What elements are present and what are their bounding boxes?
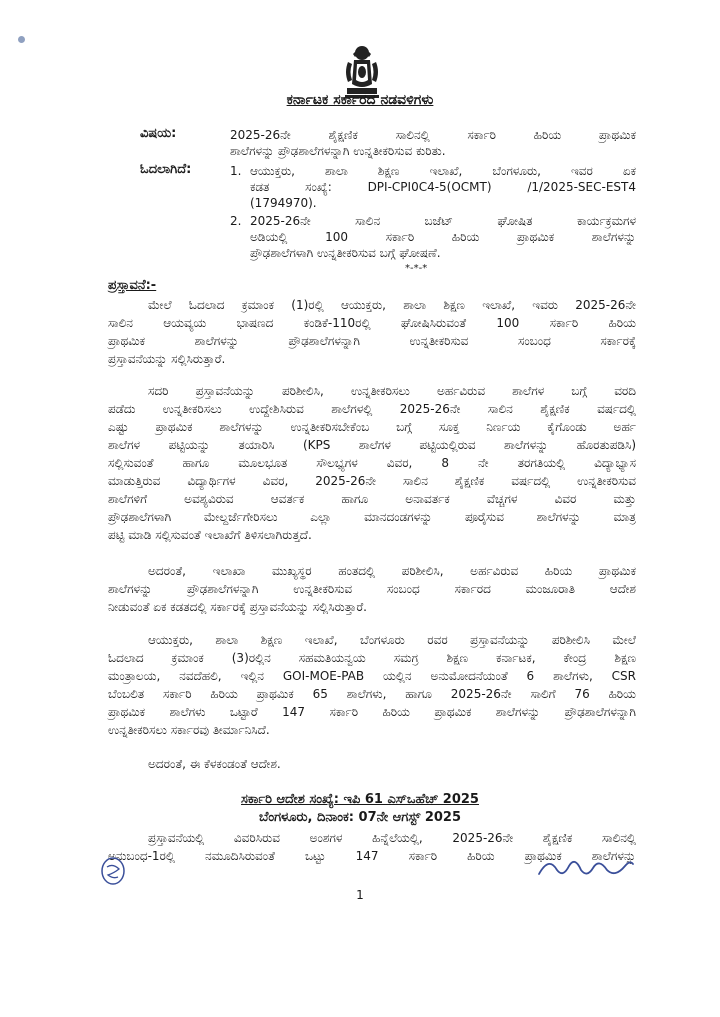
reference-line: ಆಯುಕ್ತರು, ಶಾಲಾ ಶಿಕ್ಷಣ ಇಲಾಖೆ, ಬೆಂಗಳೂರು, ಇವರ ಏಕ	[250, 164, 636, 178]
paragraph-line: ಅದರಂತೆ, ಈ ಕೆಳಕಂಡಂತೆ ಆದೇಶ.	[148, 757, 281, 771]
paragraph-line: ಪ್ರಸ್ತಾವನೆಯನ್ನು ಸಲ್ಲಿಸಿರುತ್ತಾರೆ.	[108, 352, 226, 366]
paragraph-line: ಓದಲಾದ ಕ್ರಮಾಂಕ (3)ರಲ್ಲಿನ ಸಹಮತಿಯನ್ವಯ ಸಮಗ್ರ ಶಿಕ್ಷಣ ಕರ್ನಾಟಕ, ಕೇಂದ್ರ ಶಿಕ್ಷಣ	[108, 651, 636, 665]
paragraph-line: ಮಂತ್ರಾಲಯ, ನವದೆಹಲಿ, ಇಲ್ಲಿನ GOI-MOE-PAB ಯಲ್ಲಿನ ಅನುಮೋದನೆಯಂತೆ 6 ಶಾಲೆಗಳು, CSR	[108, 669, 636, 683]
paragraph-line: ಉನ್ನತೀಕರಿಸಲು ಸರ್ಕಾರವು ತೀರ್ಮಾನಿಸಿದೆ.	[108, 723, 270, 737]
subject-line: ಶಾಲೆಗಳನ್ನು ಪ್ರೌಢಶಾಲೆಗಳನ್ನಾಗಿ ಉನ್ನತೀಕರಿಸುವ ಕುರಿತು.	[230, 144, 446, 158]
paragraph-line: ಪಟ್ಟಿ ಮಾಡಿ ಸಲ್ಲಿಸುವಂತೆ ಇಲಾಖೆಗೆ ತಿಳಿಸಲಾಗಿರುತ್ತದೆ.	[108, 528, 312, 542]
paragraph-line: ಅದರಂತೆ, ಇಲಾಖಾ ಮುಖ್ಯಸ್ಥರ ಹಂತದಲ್ಲಿ ಪರಿಶೀಲಿಸಿ, ಅರ್ಹವಿರುವ ಹಿರಿಯ ಪ್ರಾಥಮಿಕ	[148, 564, 636, 578]
reference-line: (1794970).	[250, 196, 317, 210]
paragraph-line: ಆಯುಕ್ತರು, ಶಾಲಾ ಶಿಕ್ಷಣ ಇಲಾಖೆ, ಬೆಂಗಳೂರು ರವರ ಪ್ರಸ್ತಾವನೆಯನ್ನು ಪರಿಶೀಲಿಸಿ ಮೇಲೆ	[148, 633, 636, 647]
page-number: 1	[356, 888, 364, 902]
signature-icon	[535, 848, 635, 882]
paragraph-line: ಸಾಲಿನ ಆಯವ್ಯಯ ಭಾಷಣದ ಕಂಡಿಕೆ-110ರಲ್ಲಿ ಘೋಷಿಸಿರುವಂತೆ 100 ಸರ್ಕಾರಿ ಹಿರಿಯ	[108, 316, 636, 330]
reference-line: 2025-26ನೇ ಸಾಲಿನ ಬಜೆಟ್ ಘೋಷಿತ ಕಾರ್ಯಕ್ರಮಗಳ	[250, 214, 636, 228]
order-number: ಸರ್ಕಾರಿ ಆದೇಶ ಸಂಖ್ಯೆ: ಇಪಿ 61 ಎಸ್‌ಒಹೆಚ್ 2025	[241, 792, 479, 807]
government-header-title: ಕರ್ನಾಟಕ ಸರ್ಕಾರದ ನಡವಳಿಗಳು	[286, 92, 434, 108]
paragraph-line: ಮಾಡುತ್ತಿರುವ ವಿದ್ಯಾರ್ಥಿಗಳ ವಿವರ, 2025-26ನೇ ಸಾಲಿನ ಶೈಕ್ಷಣಿಕ ವರ್ಷದಲ್ಲಿ ಉನ್ನತೀಕರಿಸುವ	[108, 474, 636, 488]
paragraph-line: ಬೆಂಬಲಿತ ಸರ್ಕಾರಿ ಹಿರಿಯ ಪ್ರಾಥಮಿಕ 65 ಶಾಲೆಗಳು, ಹಾಗೂ 2025-26ನೇ ಸಾಲಿಗೆ 76 ಹಿರಿಯ	[108, 687, 636, 701]
paragraph-line: ನೀಡುವಂತೆ ಏಕ ಕಡತದಲ್ಲಿ ಸರ್ಕಾರಕ್ಕೆ ಪ್ರಸ್ತಾವನೆಯನ್ನು ಸಲ್ಲಿಸಿರುತ್ತಾರೆ.	[108, 600, 368, 614]
reference-number: 2.	[230, 214, 242, 228]
order-place-date: ಬೆಂಗಳೂರು, ದಿನಾಂಕ: 07ನೇ ಆಗಸ್ಟ್ 2025	[258, 810, 462, 825]
paragraph-line: ಪ್ರೌಢಶಾಲೆಗಳಾಗಿ ಮೇಲ್ದರ್ಜೆಗೇರಿಸಲು ಎಲ್ಲಾ ಮಾನದಂಡಗಳನ್ನು ಪೂರೈಸುವ ಶಾಲೆಗಳನ್ನು ಮಾತ್ರ	[108, 510, 636, 524]
separator-stars: *-*-*	[405, 263, 428, 274]
paragraph-line: ಪಡೆದು ಉನ್ನತೀಕರಿಸಲು ಉದ್ದೇಶಿಸಿರುವ ಶಾಲೆಗಳಲ್ಲಿ 2025-26ನೇ ಸಾಲಿನ ಶೈಕ್ಷಣಿಕ ವರ್ಷದಲ್ಲಿ	[108, 402, 636, 416]
subject-line: 2025-26ನೇ ಶೈಕ್ಷಣಿಕ ಸಾಲಿನಲ್ಲಿ ಸರ್ಕಾರಿ ಹಿರಿಯ ಪ್ರಾಥಮಿಕ	[230, 128, 636, 142]
paragraph-line: ಸಲ್ಲಿಸುವಂತೆ ಹಾಗೂ ಮೂಲಭೂತ ಸೌಲಭ್ಯಗಳ ವಿವರ, 8 ನೇ ತರಗತಿಯಲ್ಲಿ ವಿದ್ಯಾಭ್ಯಾಸ	[108, 456, 636, 470]
stamp-mark-icon	[98, 855, 128, 887]
paragraph-line: ಪ್ರಾಥಮಿಕ ಶಾಲೆಗಳು ಒಟ್ಟಾರೆ 147 ಸರ್ಕಾರಿ ಹಿರಿಯ ಪ್ರಾಥಮಿಕ ಶಾಲೆಗಳನ್ನು ಪ್ರೌಢಶಾಲೆಗಳನ್ನಾಗಿ	[108, 705, 636, 719]
corner-dot	[18, 36, 25, 43]
reference-line: ಕಡತ ಸಂಖ್ಯೆ: DPI-CPI0C4-5(OCMT) /1/2025-SEC-EST4	[250, 180, 636, 194]
references-label: ಓದಲಾಗಿದೆ:	[140, 162, 192, 177]
reference-line: ಪ್ರೌಢಶಾಲೆಗಳಾಗಿ ಉನ್ನತೀಕರಿಸುವ ಬಗ್ಗೆ ಘೋಷಣೆ.	[250, 246, 441, 260]
paragraph-line: ಶಾಲೆಗಳ ಪಟ್ಟಿಯನ್ನು ತಯಾರಿಸಿ (KPS ಶಾಲೆಗಳ ಪಟ್ಟಿಯಲ್ಲಿರುವ ಶಾಲೆಗಳನ್ನು ಹೊರತುಪಡಿಸಿ)	[108, 438, 636, 452]
paragraph-line: ಎಷ್ಟು ಪ್ರಾಥಮಿಕ ಶಾಲೆಗಳನ್ನು ಉನ್ನತೀಕರಿಸಬೇಕೆಂಬ ಬಗ್ಗೆ ಸೂಕ್ತ ನಿರ್ಣಯ ಕೈಗೊಂಡು ಅರ್ಹ	[108, 420, 636, 434]
reference-number: 1.	[230, 164, 242, 178]
subject-label: ವಿಷಯ:	[140, 126, 177, 141]
paragraph-line: ಮೇಲೆ ಓದಲಾದ ಕ್ರಮಾಂಕ (1)ರಲ್ಲಿ ಆಯುಕ್ತರು, ಶಾಲಾ ಶಿಕ್ಷಣ ಇಲಾಖೆ, ಇವರು 2025-26ನೇ	[148, 298, 636, 312]
paragraph-line: ಶಾಲೆಗಳಿಗೆ ಅವಶ್ಯವಿರುವ ಆವರ್ತಕ ಹಾಗೂ ಅನಾವರ್ತಕ ವೆಚ್ಚಗಳ ವಿವರ ಮತ್ತು	[108, 492, 636, 506]
reference-line: ಅಡಿಯಲ್ಲಿ 100 ಸರ್ಕಾರಿ ಹಿರಿಯ ಪ್ರಾಥಮಿಕ ಶಾಲೆಗಳನ್ನು	[250, 230, 636, 244]
order-body-line: ಅನುಬಂಧ-1ರಲ್ಲಿ ನಮೂದಿಸಿರುವಂತೆ ಒಟ್ಟು 147 ಸರ್ಕಾರಿ ಹಿರಿಯ ಪ್ರಾಥಮಿಕ ಶಾಲೆಗಳನ್ನು	[108, 849, 636, 863]
paragraph-line: ಪ್ರಾಥಮಿಕ ಶಾಲೆಗಳನ್ನು ಪ್ರೌಢಶಾಲೆಗಳನ್ನಾಗಿ ಉನ್ನತೀಕರಿಸುವ ಸಂಬಂಧ ಸರ್ಕಾರಕ್ಕೆ	[108, 334, 636, 348]
preamble-heading: ಪ್ರಸ್ತಾವನೆ:-	[108, 278, 157, 293]
paragraph-line: ಸದರಿ ಪ್ರಸ್ತಾವನೆಯನ್ನು ಪರಿಶೀಲಿಸಿ, ಉನ್ನತೀಕರಿಸಲು ಅರ್ಹವಿರುವ ಶಾಲೆಗಳ ಬಗ್ಗೆ ವರದಿ	[148, 384, 636, 398]
paragraph-line: ಶಾಲೆಗಳನ್ನು ಪ್ರೌಢಶಾಲೆಗಳನ್ನಾಗಿ ಉನ್ನತೀಕರಿಸುವ ಸಂಬಂಧ ಸರ್ಕಾರದ ಮಂಜೂರಾತಿ ಆದೇಶ	[108, 582, 636, 596]
order-body-line: ಪ್ರಸ್ತಾವನೆಯಲ್ಲಿ ವಿವರಿಸಿರುವ ಅಂಶಗಳ ಹಿನ್ನೆಲೆಯಲ್ಲಿ, 2025-26ನೇ ಶೈಕ್ಷಣಿಕ ಸಾಲಿನಲ್ಲಿ	[148, 831, 636, 845]
